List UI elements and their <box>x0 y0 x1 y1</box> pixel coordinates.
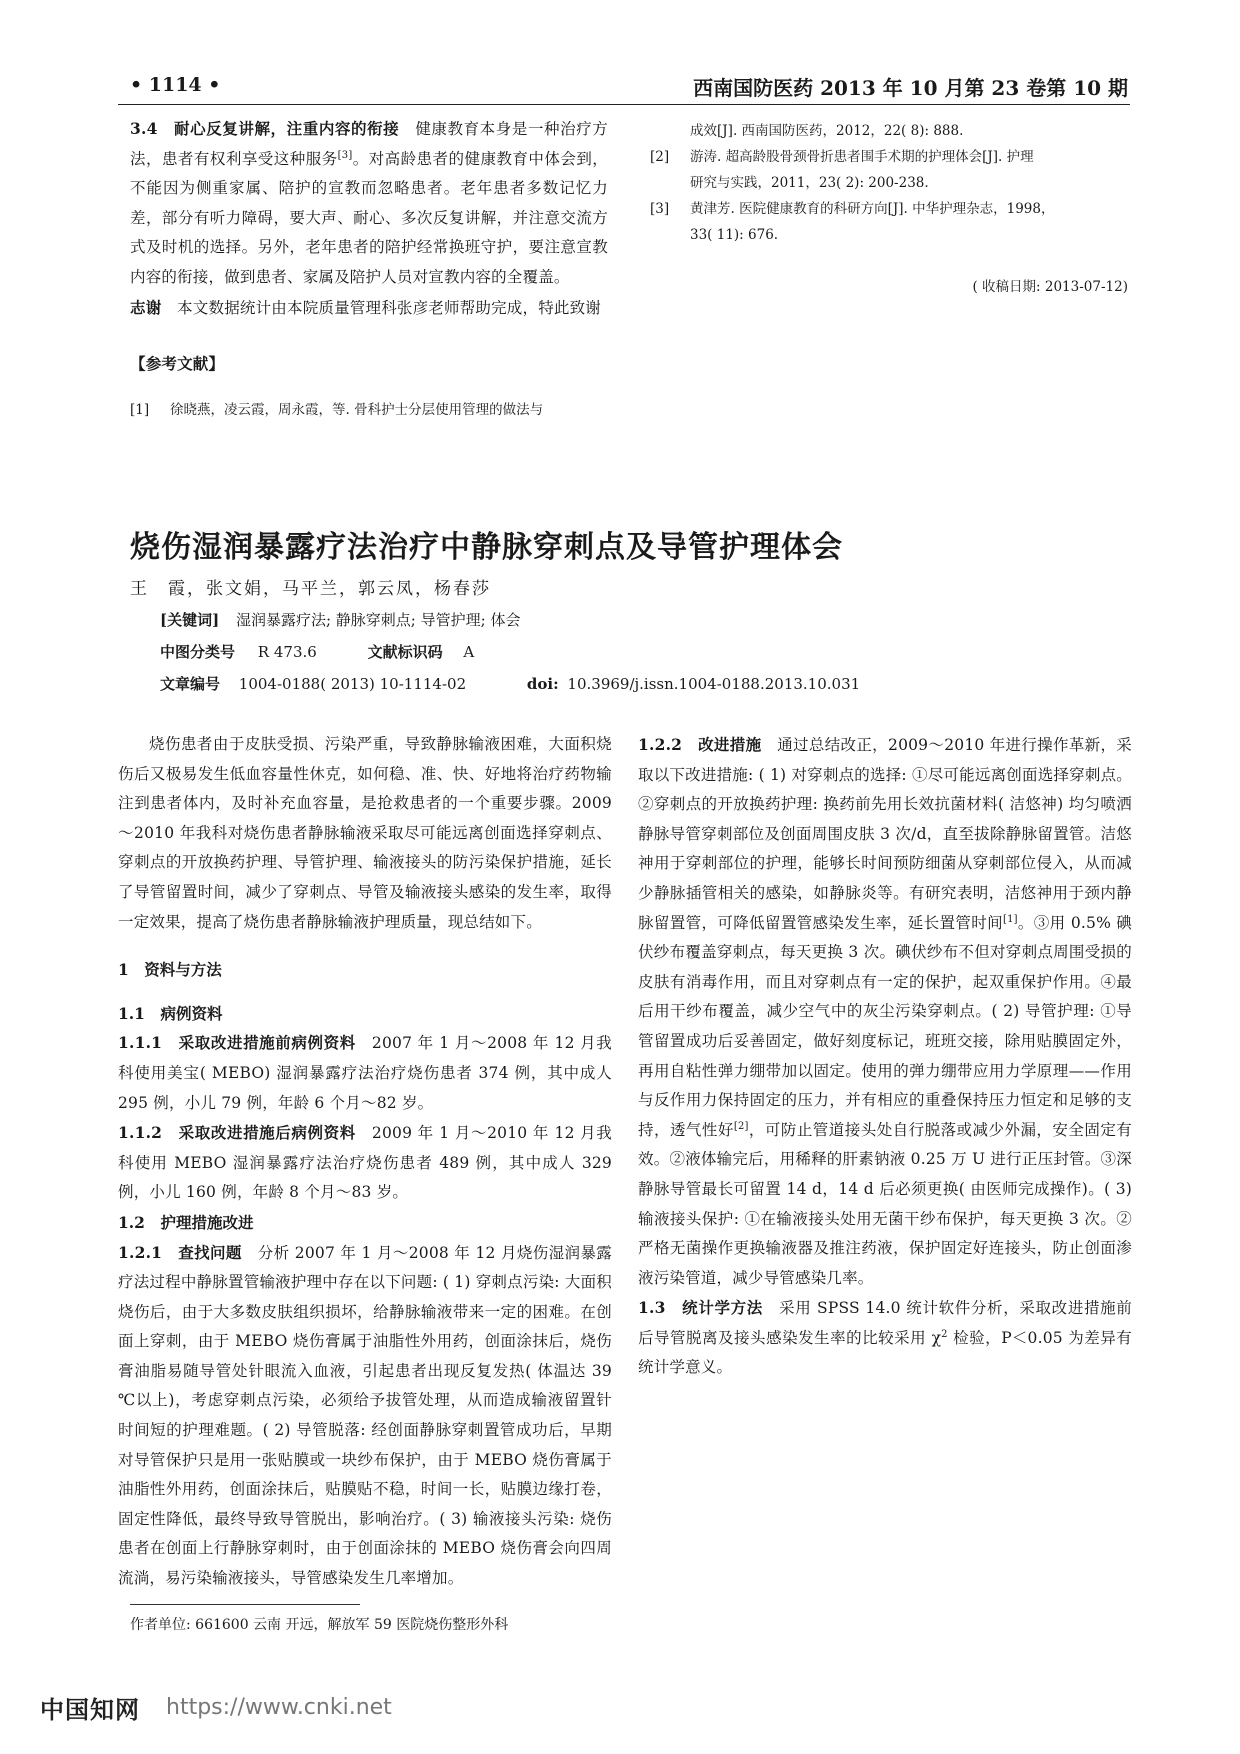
section-1-3: 1.3 统计学方法 采用 SPSS 14.0 统计软件分析，采取改进措施前后导管脱离及接头感染发生率的比较采用 $\chi^2$ 检验，P＜0.05 为差异有统计学意义。 <box>638 1298 1132 1377</box>
clc-number: R 473.6 <box>257 643 317 661</box>
article-metadata <box>160 606 1120 698</box>
doc-code: A <box>463 643 475 661</box>
reference-2: [2] 游涛. 超高龄股骨颈骨折患者围手术期的护理体会[J]. 护理 <box>650 144 1130 170</box>
article-right-column <box>638 730 1132 1383</box>
article-authors: 王 霞，张文娟，马平兰，郭云凤，杨春莎 <box>130 579 491 599</box>
section-1-3-heading: 1.3 统计学方法 <box>638 1298 763 1318</box>
citation-3: [3] <box>337 149 353 161</box>
acknowledgement: 志谢 本文数据统计由本院质量管理科张彦老师帮助完成，特此致谢 <box>130 297 602 317</box>
chi-square-superscript: 2 <box>941 1328 948 1340</box>
reference-3: [3] 黄津芳. 医院健康教育的科研方向[J]. 中华护理杂志，1998， <box>650 196 1130 222</box>
clc-label: 中图分类号 <box>160 643 236 661</box>
article-number: 1004-0188( 2013) 10-1114-02 <box>238 675 467 693</box>
reference-3-number: [3] <box>650 201 670 217</box>
journal-header: 西南国防医药 2013 年 10 月第 23 卷第 10 期 <box>693 76 1128 100</box>
doi-label: doi: <box>526 675 559 693</box>
article-left-column <box>118 730 612 1594</box>
section-1-2-2: 1.2.2 改进措施 通过总结改正，2009～2010 年进行操作革新，采取以下改进措施: ( 1) 对穿刺点的选择: ①尽可能远离创面选择穿刺点。②穿刺点的开放换药护理: 换药前先用长效抗菌材料( 洁悠神) 均匀喷洒静脉导管穿刺部位及创面周围皮肤 3 次/d，直至拔除静脉留置管。洁悠神用于穿刺部位的护理，能够长时间预防细菌从穿刺部位侵入，从而减少静脉插管相关的感染，如静脉炎等。有研究表明，洁悠神用于颈内静脉留置管，可降低留置管感染发生率，延长置管时间[1]。③用 0.5% 碘伏纱布覆盖穿刺点，每天更换 3 次。碘伏纱布不但对穿刺点周围受损的皮肤有消毒作用，而且对穿刺点有一定的保护，起双重保护作用。④最后用干纱布覆盖，减少空气中的灰尘污染穿刺点。( 2) 导管护理: ①导管留置成功后妥善固定，做好刻度标记，班班交接，除用贴膜固定外，再用自粘性弹力绷带加以固定。使用的弹力绷带应用力学原理——作用与反作用力保持固定的压力，并有相应的重叠保持压力恒定和足够的支持，透气性好[2]，可防止管道接头处自行脱落或减少外漏，安全固定有效。②液体输完后，用稀释的肝素钠液 0.25 万 U 进行正压封管。③深静脉导管最长可留置 14 d，14 d 后必须更换( 由医师完成操作)。( 3) 输液接头保护: ①在输液接头处用无菌干纱布保护，每天更换 3 次。②严格无菌操作更换输液器及推注药液，保护固定好连接头，防止创面渗液污染管道，减少导管感染几率。 <box>638 735 1133 1287</box>
prev-article-left-column <box>130 114 608 423</box>
doi: 10.3969/j.issn.1004-0188.2013.10.031 <box>567 675 861 693</box>
doc-code-label: 文献标识码 <box>367 643 443 661</box>
section-1-2-1-heading: 1.2.1 查找问题 <box>118 1242 242 1262</box>
keywords-line <box>160 606 1120 634</box>
cnki-watermark <box>40 1690 392 1725</box>
section-1-1-heading: 1.1 病例资料 <box>118 1003 223 1023</box>
references-heading: 【参考文献】 <box>130 354 225 374</box>
section-1-1-2-heading: 1.1.2 采取改进措施后病例资料 <box>118 1123 356 1143</box>
article-number-label: 文章编号 <box>160 675 221 693</box>
keywords-label: [关键词] <box>160 611 220 629</box>
header-rule <box>118 104 1130 105</box>
section-3-4: 3.4 耐心反复讲解，注重内容的衔接 健康教育本身是一种治疗方法，患者有权利享受这种服务[3]。对高龄患者的健康教育中体会到，不能因为侧重家属、陪护的宣教而忽略患者。老年患者多数记忆力差，部分有听力障碍，要大声、耐心、多次反复讲解，并注意交流方式及时机的选择。另外，老年患者的陪护经常换班守护，要注意宣教内容的衔接，做到患者、家属及陪护人员对宣教内容的全覆盖。 <box>130 119 608 286</box>
reference-1-line-1: [1] 徐晓燕，凌云霞，周永霞，等. 骨科护士分层使用管理的做法与 <box>130 397 608 423</box>
classification-line <box>160 638 1120 666</box>
cnki-url[interactable]: https://www.cnki.net <box>166 1695 392 1720</box>
section-1-2-1: 1.2.1 查找问题 分析 2007 年 1 月～2008 年 12 月烧伤湿润暴露疗法过程中静脉置管输液护理中存在以下问题: ( 1) 穿刺点污染: 大面积烧伤后，由于大多数皮肤组织损坏，给静脉输液带来一定的困难。在创面上穿刺，由于 MEBO 烧伤膏属于油脂性外用药，创面涂抹后，烧伤膏油脂易随导管处针眼流入血液，引起患者出现反复发热( 体温达 39 ℃以上)，考虑穿刺点污染，必须给予拔管处理，从而造成输液留置针时间短的护理难题。( 2) 导管脱落: 经创面静脉穿刺置管成功后，早期对导管保护只是用一张贴膜或一块纱布保护，由于 MEBO 烧伤膏属于油脂性外用药，创面涂抹后，贴膜贴不稳，时间一长，贴膜边缘打卷，固定性降低，最终导致导管脱出，影响治疗。( 3) 输液接头污染: 烧伤患者在创面上行静脉穿刺时，由于创面涂抹的 MEBO 烧伤膏会向四周流淌，易污染输液接头，导管感染发生几率增加。 <box>118 1242 612 1588</box>
section-1-1-1-heading: 1.1.1 采取改进措施前病例资料 <box>118 1033 356 1053</box>
section-1-1-1: 1.1.1 采取改进措施前病例资料 2007 年 1 月～2008 年 12 月我科使用美宝( MEBO) 湿润暴露疗法治疗烧伤患者 374 例，其中成人 295 例，小儿 79 例，年龄 6 个月～82 岁。 <box>118 1033 612 1112</box>
received-date: ( 收稿日期: 2013-07-12) <box>972 279 1128 295</box>
footnote-rule <box>130 1604 360 1605</box>
article-title: 烧伤湿润暴露疗法治疗中静脉穿刺点及导管护理体会 <box>130 530 843 565</box>
keywords: 湿润暴露疗法; 静脉穿刺点; 导管护理; 体会 <box>235 611 521 629</box>
section-3-4-heading: 3.4 耐心反复讲解，注重内容的衔接 <box>130 119 400 138</box>
citation-2: [2] <box>733 1120 749 1132</box>
section-1-1-2: 1.1.2 采取改进措施后病例资料 2009 年 1 月～2010 年 12 月我科使用 MEBO 湿润暴露疗法治疗烧伤患者 489 例，其中成人 329 例，小儿 160 例，年龄 8 个月～83 岁。 <box>118 1123 612 1202</box>
cnki-logo: 中国知网 <box>40 1696 140 1724</box>
author-affiliation: 作者单位: 661600 云南 开远，解放军 59 医院烧伤整形外科 <box>130 1617 509 1633</box>
reference-2-number: [2] <box>650 149 670 165</box>
reference-1-line-2: 成效[J]. 西南国防医药，2012，22( 8): 888. <box>690 123 964 139</box>
section-1-heading: 1 资料与方法 <box>118 960 222 980</box>
prev-article-right-column: 成效[J]. 西南国防医药，2012，22( 8): 888. [2] 游涛. 超高龄股骨颈骨折患者围手术期的护理体会[J]. 护理 研究与实践，2011，23( 2): 200-238. [3] 黄津芳. 医院健康教育的科研方向[J]. 中华护理杂志，1998， 33( 11): 676. ( 收稿日期: 2013-07-12) <box>650 118 1130 300</box>
intro-paragraph: 烧伤患者由于皮肤受损、污染严重，导致静脉输液困难，大面积烧伤后又极易发生低血容量性休克，如何稳、准、快、好地将治疗药物输注到患者体内，及时补充血容量，是抢救患者的一个重要步骤。2009～2010 年我科对烧伤患者静脉输液采取尽可能远离创面选择穿刺点、穿刺点的开放换药护理、导管护理、输液接头的防污染保护措施，延长了导管留置时间，减少了穿刺点、导管及输液接头感染的发生率，取得一定效果，提高了烧伤患者静脉输液护理质量，现总结如下。 <box>118 735 612 931</box>
page-number: • 1114 • <box>130 74 221 96</box>
citation-1: [1] <box>1002 913 1018 925</box>
ack-label: 志谢 <box>130 297 162 317</box>
article-number-line <box>160 670 1120 698</box>
reference-1-number: [1] <box>130 401 150 418</box>
section-1-2-2-heading: 1.2.2 改进措施 <box>638 735 762 754</box>
section-1-2-heading: 1.2 护理措施改进 <box>118 1212 254 1232</box>
